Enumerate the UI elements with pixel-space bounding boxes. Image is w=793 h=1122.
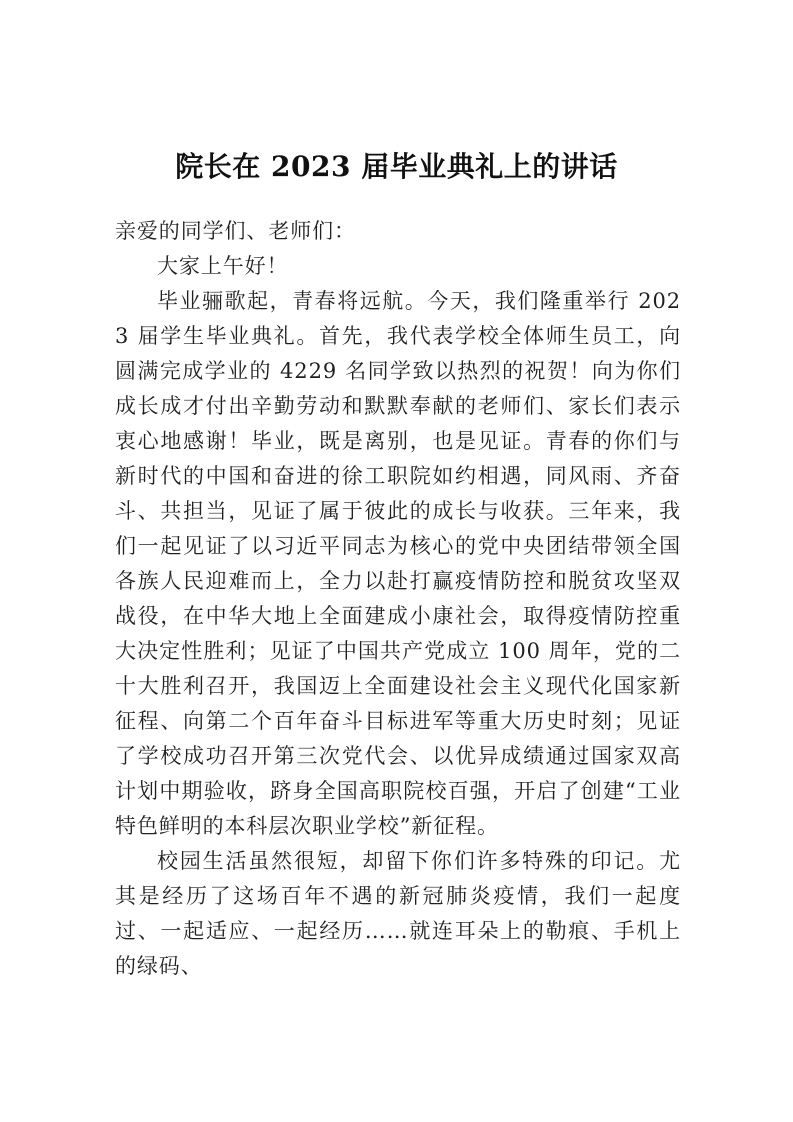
greeting-line: 大家上午好！ [157,254,289,278]
document-body [115,214,681,984]
salutation-line: 亲爱的同学们、老师们： [115,219,356,243]
body-paragraph-2: 校园生活虽然很短，却留下你们许多特殊的印记。尤其是经历了这场百年不遇的新冠肺炎疫情，我们一起度过、一起适应、一起经历……就连耳朵上的勒痕、手机上的绿码、 [115,849,681,978]
body-paragraph-1: 毕业骊歌起，青春将远航。今天，我们隆重举行 2023 届学生毕业典礼。首先，我代表学校全体师生员工，向圆满完成学业的 4229 名同学致以热烈的祝贺！向为你们成长成才付出辛勤劳动和默默奉献的老师们、家长们表示衷心地感谢！毕业，既是离别，也是见证。青春的你们与新时代的中国和奋进的徐工职院如约相遇，同风雨、齐奋斗、共担当，见证了属于彼此的成长与收获。三年来，我们一起见证了以习近平同志为核心的党中央团结带领全国各族人民迎难而上，全力以赴打赢疫情防控和脱贫攻坚双战役，在中华大地上全面建成小康社会，取得疫情防控重大决定性胜利；见证了中国共产党成立 100 周年，党的二十大胜利召开，我国迈上全面建设社会主义现代化国家新征程、向第二个百年奋斗目标进军等重大历史时刻；见证了学校成功召开第三次党代会、以优异成绩通过国家双高计划中期验收，跻身全国高职院校百强，开启了创建“工业特色鲜明的本科层次职业学校”新征程。 [115,289,681,838]
page-title: 院长在 2023 届毕业典礼上的讲话 [175,149,618,183]
